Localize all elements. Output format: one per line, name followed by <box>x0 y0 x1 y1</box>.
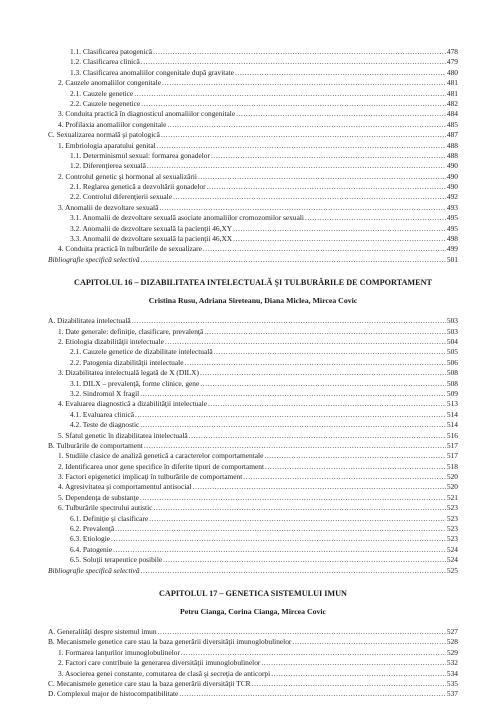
toc-entry-page-number: 528 <box>446 637 458 647</box>
toc-entry[interactable] <box>48 431 458 441</box>
toc-entry[interactable] <box>48 192 458 202</box>
toc-entry[interactable] <box>48 203 458 213</box>
toc-block-chapter15-continued <box>48 47 458 265</box>
dot-leader <box>204 327 446 337</box>
dot-leader <box>193 482 446 492</box>
toc-entry-page-number: 498 <box>446 234 458 244</box>
toc-entry-page-number: 523 <box>446 513 458 523</box>
toc-entry[interactable] <box>48 99 458 109</box>
toc-entry[interactable] <box>48 524 458 534</box>
toc-entry-page-number: 523 <box>446 524 458 534</box>
toc-entry-page-number: 518 <box>446 461 458 471</box>
toc-entry[interactable] <box>48 368 458 378</box>
toc-entry-page-number: 480 <box>446 67 458 77</box>
toc-entry-page-number: 481 <box>446 88 458 98</box>
toc-entry[interactable] <box>48 514 458 524</box>
toc-entry[interactable] <box>48 327 458 337</box>
toc-entry-page-number: 482 <box>446 98 458 108</box>
dot-leader <box>200 379 446 389</box>
toc-entry-page-number: 524 <box>446 544 458 554</box>
toc-entry-title: 3. Conduita practică în diagnosticul anomaliilor congenitale <box>58 109 236 119</box>
dot-leader <box>185 358 446 368</box>
toc-entry-page-number: 508 <box>446 368 458 378</box>
dot-leader <box>140 493 446 503</box>
toc-entry-title: 3. Factori epigenetici implicaţi în tulburările de comportament <box>58 472 243 482</box>
dot-leader <box>179 689 446 699</box>
toc-entry-page-number: 488 <box>446 140 458 150</box>
toc-entry[interactable] <box>48 679 458 689</box>
toc-entry-page-number: 490 <box>446 161 458 171</box>
toc-entry-page-number: 499 <box>446 244 458 254</box>
toc-entry-title: 6. Tulburările spectrului autistic <box>58 503 153 513</box>
dot-leader <box>163 555 446 565</box>
toc-entry[interactable] <box>48 648 458 658</box>
toc-entry-page-number: 501 <box>446 254 458 264</box>
toc-entry-title: 5. Dependenţa de substanţe <box>58 492 139 502</box>
toc-entry-title: 1. Studiile clasice de analiză genetică a caracterelor comportamentale <box>58 451 264 461</box>
toc-entry-page-number: 534 <box>446 668 458 678</box>
toc-entry-title: C. Mecanismele genetice care stau la baza generării diversităţii TCR <box>48 678 251 688</box>
toc-entry-title: 6.3. Etiologie <box>70 534 111 544</box>
toc-entry-page-number: 514 <box>446 409 458 419</box>
toc-entry-title: 3. Anomalii de dezvoltare sexuală <box>58 202 159 212</box>
toc-entry[interactable] <box>48 347 458 357</box>
toc-entry[interactable] <box>48 555 458 565</box>
dot-leader <box>236 109 446 119</box>
toc-entry-title: 4.2. Teste de diagnostic <box>70 420 140 430</box>
toc-entry[interactable] <box>48 244 458 254</box>
dot-leader <box>140 389 446 399</box>
toc-entry[interactable] <box>48 130 458 140</box>
toc-entry-page-number: 503 <box>446 316 458 326</box>
bibliography-entry[interactable] <box>48 255 458 265</box>
toc-entry-page-number: 527 <box>446 626 458 636</box>
toc-entry-title: 1. Embriologia aparatului genital <box>58 140 156 150</box>
toc-entry[interactable] <box>48 689 458 699</box>
toc-entry-page-number: 524 <box>446 555 458 565</box>
toc-entry-page-number: 529 <box>446 647 458 657</box>
toc-entry[interactable] <box>48 213 458 223</box>
dot-leader <box>141 255 446 265</box>
dot-leader <box>264 451 446 461</box>
toc-entry[interactable] <box>48 161 458 171</box>
toc-entry-page-number: 509 <box>446 388 458 398</box>
toc-entry[interactable] <box>48 451 458 461</box>
toc-entry[interactable] <box>48 493 458 503</box>
toc-entry[interactable] <box>48 545 458 555</box>
toc-entry[interactable] <box>48 658 458 668</box>
toc-entry[interactable] <box>48 182 458 192</box>
toc-entry-page-number: 523 <box>446 503 458 513</box>
dot-leader <box>147 161 446 171</box>
dot-leader <box>162 78 446 88</box>
toc-entry[interactable] <box>48 472 458 482</box>
toc-entry[interactable] <box>48 441 458 451</box>
toc-entry[interactable] <box>48 151 458 161</box>
toc-entry-title: 1.2. Diferenţierea sexuală <box>70 161 146 171</box>
dot-leader <box>153 503 445 513</box>
toc-entry-title: B. Mecanismele genetice care stau la baza generării diversităţii imunoglobulinelor <box>48 637 292 647</box>
toc-entry-page-number: 503 <box>446 326 458 336</box>
dot-leader <box>265 462 446 472</box>
toc-entry-title: B. Tulburările de comportament <box>48 440 143 450</box>
toc-entry-page-number: 517 <box>446 440 458 450</box>
dot-leader <box>159 203 446 213</box>
dot-leader <box>189 431 446 441</box>
toc-entry-page-number: 523 <box>446 534 458 544</box>
toc-entry-title: Bibliografie specifică selectivă <box>48 254 140 264</box>
dot-leader <box>200 368 446 378</box>
toc-entry-title: Bibliografie specifică selectivă <box>48 565 140 575</box>
toc-entry[interactable] <box>48 68 458 78</box>
dot-leader <box>173 192 446 202</box>
dot-leader <box>141 99 446 109</box>
toc-entry-page-number: 487 <box>446 130 458 140</box>
toc-entry[interactable] <box>48 399 458 409</box>
toc-entry[interactable] <box>48 89 458 99</box>
toc-entry-page-number: 495 <box>446 223 458 233</box>
dot-leader <box>140 420 446 430</box>
toc-block-chapter16 <box>48 316 458 576</box>
toc-entry-title: 3.3. Anomalii de dezvoltare sexuală la pacienţii 46,XX <box>70 234 233 244</box>
toc-entry-page-number: 490 <box>446 171 458 181</box>
toc-entry-title: 1.3. Clasificarea anomaliilor congenitale după gravitate <box>70 67 234 77</box>
toc-entry[interactable] <box>48 627 458 637</box>
toc-entry-page-number: 520 <box>446 472 458 482</box>
dot-leader <box>181 648 446 658</box>
dot-leader <box>135 410 446 420</box>
toc-entry[interactable] <box>48 234 458 244</box>
toc-entry-title: D. Complexul major de histocompatibilitate <box>48 689 179 699</box>
dot-leader <box>132 316 446 326</box>
toc-entry-page-number: 504 <box>446 336 458 346</box>
dot-leader <box>141 57 446 67</box>
toc-entry-title: 6.4. Patogenie <box>70 544 113 554</box>
toc-entry-page-number: 495 <box>446 213 458 223</box>
toc-entry[interactable] <box>48 637 458 647</box>
toc-entry-title: 1. Date generale: definiţie, clasificare, prevalenţă <box>58 326 204 336</box>
dot-leader <box>134 89 446 99</box>
dot-leader <box>111 534 446 544</box>
toc-entry-title: 4. Agresivitatea şi comportamentul antisocial <box>58 482 192 492</box>
toc-entry-title: 2.1. Cauzele genetice <box>70 88 134 98</box>
toc-block-chapter17 <box>48 627 458 700</box>
toc-entry[interactable] <box>48 57 458 67</box>
toc-entry[interactable] <box>48 224 458 234</box>
toc-entry[interactable] <box>48 389 458 399</box>
dot-leader <box>113 545 446 555</box>
dot-leader <box>149 514 446 524</box>
toc-entry[interactable] <box>48 316 458 326</box>
chapter-16-title: CAPITOLUL 16 – DIZABILITATEA INTELECTUALĂ ŞI TULBURĂRILE DE COMPORTAMENT <box>74 278 432 288</box>
toc-entry-page-number: 521 <box>446 492 458 502</box>
toc-entry[interactable] <box>48 172 458 182</box>
dot-leader <box>115 524 446 534</box>
toc-entry-page-number: 532 <box>446 658 458 668</box>
toc-entry-title: 1.1. Determinismul sexual: formarea gonadelor <box>70 150 210 160</box>
dot-leader <box>211 151 446 161</box>
toc-entry-title: 1.1. Clasificarea patogenică <box>70 47 153 56</box>
dot-leader <box>292 637 446 647</box>
toc-entry[interactable] <box>48 462 458 472</box>
toc-entry-title: 3.1. Anomalii de dezvoltare sexuală asociate anomaliilor cromozomilor sexuali <box>70 213 304 223</box>
bibliography-entry[interactable] <box>48 566 458 576</box>
dot-leader <box>198 172 446 182</box>
toc-entry-title: 5. Sfatul genetic în dizabilitatea intelectuală <box>58 430 188 440</box>
toc-entry-title: C. Sexualizarea normală şi patologică <box>48 130 160 140</box>
dot-leader <box>157 141 446 151</box>
dot-leader <box>207 182 446 192</box>
toc-entry[interactable] <box>48 379 458 389</box>
toc-entry-title: 3.2. Sindromul X fragil <box>70 388 140 398</box>
toc-entry[interactable] <box>48 410 458 420</box>
toc-entry-title: 4. Conduita practică în tulburările de sexualizare <box>58 244 202 254</box>
dot-leader <box>158 627 446 637</box>
dot-leader <box>261 658 446 668</box>
toc-entry[interactable] <box>48 358 458 368</box>
toc-entry-title: 3. Dizabilitatea intelectuală legată de X (DILX) <box>58 368 199 378</box>
toc-entry-title: 4.1. Evaluarea clinică <box>70 409 135 419</box>
toc-entry[interactable] <box>48 109 458 119</box>
toc-entry-title: 2. Cauzele anomaliilor congenitale <box>58 78 162 88</box>
toc-entry-page-number: 505 <box>446 347 458 357</box>
dot-leader <box>271 669 446 679</box>
toc-entry-page-number: 508 <box>446 378 458 388</box>
toc-entry-title: 2.1. Cauzele genetice de dizabilitate intelectuală <box>70 347 213 357</box>
toc-entry-page-number: 525 <box>446 565 458 575</box>
toc-entry-title: 2. Etiologia dizabilităţii intelectuale <box>58 336 164 346</box>
toc-entry-title: 3.1. DILX – prevalenţă, forme clinice, gene <box>70 378 200 388</box>
toc-entry-title: 6.5. Soluţii terapeutice posibile <box>70 555 163 565</box>
toc-entry-page-number: 506 <box>446 357 458 367</box>
dot-leader <box>141 566 446 576</box>
toc-entry-title: 2.2. Patogenia dizabilităţii intelectuale <box>70 357 184 367</box>
chapter-16-authors: Cristina Rusu, Adriana Sireteanu, Diana Miclea, Mircea Covic <box>148 296 358 306</box>
toc-entry[interactable] <box>48 337 458 347</box>
dot-leader <box>153 47 446 57</box>
toc-entry[interactable] <box>48 420 458 430</box>
toc-entry-page-number: 537 <box>446 689 458 699</box>
toc-entry[interactable] <box>48 482 458 492</box>
toc-entry-page-number: 490 <box>446 182 458 192</box>
dot-leader <box>165 337 446 347</box>
toc-entry-page-number: 516 <box>446 430 458 440</box>
toc-entry-title: 6.1. Definiţie şi clasificare <box>70 513 149 523</box>
toc-entry-title: 2. Identificarea unor gene specifice în diferite tipuri de comportament <box>58 461 265 471</box>
dot-leader <box>144 441 446 451</box>
toc-entry-title: 3.2. Anomalii de dezvoltare sexuală la pacienţii 46,XY <box>70 223 233 233</box>
table-of-contents <box>48 47 458 700</box>
toc-entry[interactable] <box>48 120 458 130</box>
dot-leader <box>167 120 446 130</box>
toc-entry-page-number: 514 <box>446 420 458 430</box>
toc-entry-page-number: 492 <box>446 192 458 202</box>
toc-entry-title: 2.2. Cauzele negenetice <box>70 98 141 108</box>
chapter-17-authors: Petru Cianga, Corina Cianga, Mircea Covic <box>179 606 327 616</box>
toc-entry-title: 1.2. Clasificarea clinică <box>70 57 140 67</box>
toc-entry[interactable] <box>48 47 458 57</box>
toc-entry-title: 3. Asocierea genei constante, comutarea de clasă şi secreţia de anticorpi <box>58 668 271 678</box>
toc-entry-title: A. Dizabilitatea intelectuală <box>48 316 131 326</box>
dot-leader <box>233 224 446 234</box>
toc-entry-title: 1. Formarea lanţurilor imunoglobulinelor <box>58 647 180 657</box>
toc-entry-title: 4. Profilaxia anomaliilor congenitale <box>58 119 167 129</box>
toc-entry[interactable] <box>48 503 458 513</box>
toc-entry-page-number: 488 <box>446 150 458 160</box>
toc-entry[interactable] <box>48 534 458 544</box>
toc-entry[interactable] <box>48 141 458 151</box>
toc-entry-page-number: 485 <box>446 119 458 129</box>
toc-entry-page-number: 484 <box>446 109 458 119</box>
toc-entry-page-number: 517 <box>446 451 458 461</box>
dot-leader <box>243 472 446 482</box>
toc-entry-page-number: 481 <box>446 78 458 88</box>
chapter-17-title: CAPITOLUL 17 – GENETICA SISTEMULUI IMUN <box>159 588 347 598</box>
dot-leader <box>233 234 446 244</box>
dot-leader <box>252 679 446 689</box>
toc-entry-page-number: 493 <box>446 202 458 212</box>
toc-entry-page-number: 478 <box>446 47 458 56</box>
dot-leader <box>235 68 446 78</box>
dot-leader <box>208 399 446 409</box>
toc-entry[interactable] <box>48 78 458 88</box>
toc-entry-page-number: 513 <box>446 399 458 409</box>
toc-entry-title: 2.2. Controlul diferenţierii sexuale <box>70 192 173 202</box>
dot-leader <box>203 244 446 254</box>
toc-entry-title: 6.2. Prevalenţă <box>70 524 115 534</box>
toc-entry-title: 2.1. Reglarea genetică a dezvoltării gonadelor <box>70 182 206 192</box>
dot-leader <box>305 213 446 223</box>
toc-entry-page-number: 520 <box>446 482 458 492</box>
dot-leader <box>161 130 446 140</box>
toc-entry-page-number: 479 <box>446 57 458 67</box>
toc-entry[interactable] <box>48 669 458 679</box>
toc-entry-title: 2. Controlul genetic şi hormonal al sexualizării <box>58 171 197 181</box>
toc-entry-title: A. Generalităţi despre sistemul imun <box>48 626 157 636</box>
toc-entry-title: 2. Factori care contribuie la generarea diversităţii imunoglobulinelor <box>58 658 261 668</box>
toc-entry-page-number: 535 <box>446 678 458 688</box>
dot-leader <box>214 347 446 357</box>
toc-entry-title: 4. Evaluarea diagnostică a dizabilităţii intelectuale <box>58 399 207 409</box>
